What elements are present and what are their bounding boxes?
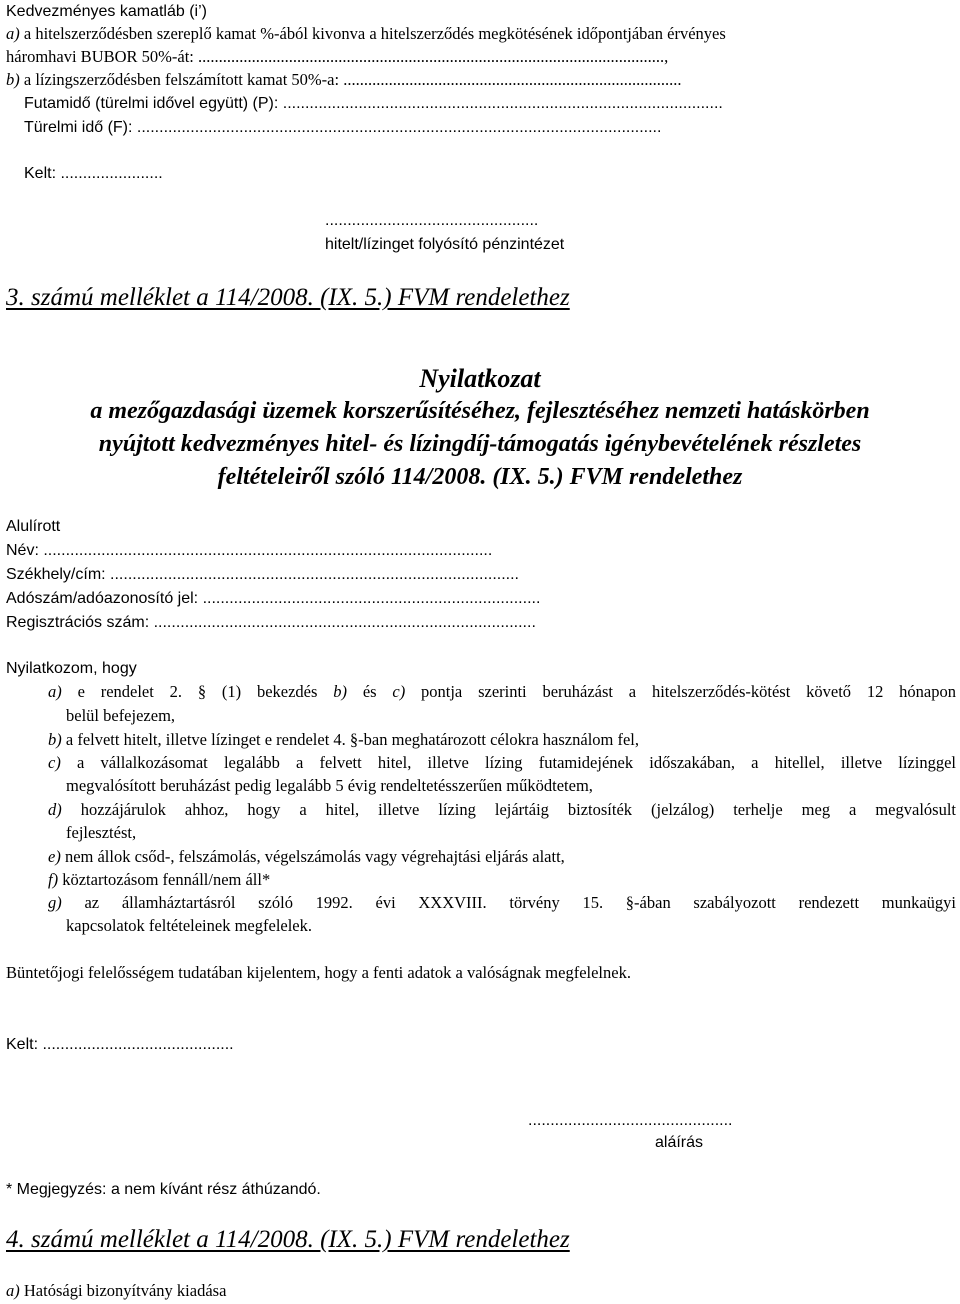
- signature-label: hitelt/lízinget folyósító pénzintézet: [325, 236, 565, 253]
- statement-c: [48, 754, 956, 773]
- registration-number-field: Regisztrációs szám: ......................................................................................: [6, 614, 536, 631]
- name-field: Név: .....................................................................................................: [6, 542, 493, 559]
- item-label: a): [48, 682, 62, 701]
- statement-c-cont: megvalósított beruházást pedig legalább 5 évig rendeltetésszerűen működtetem,: [66, 776, 593, 795]
- item-label: e): [48, 847, 61, 866]
- item-label: b): [6, 70, 20, 89]
- item-label: a): [6, 24, 20, 43]
- statement-f: [48, 871, 270, 890]
- maturity-line: Futamidő (türelmi idővel együtt) (P): ...................................................................................................: [24, 95, 723, 112]
- item-label: f): [48, 870, 59, 889]
- statement-a: [48, 683, 956, 702]
- item-label: g): [48, 893, 62, 912]
- signature-label-2: aláírás: [655, 1134, 704, 1151]
- declaration-subtitle-2: nyújtott kedvezményes hitel- és lízingdíj-támogatás igénybevételének részletes: [98, 431, 862, 457]
- item-text: a vállalkozásomat legalább a felvett hitel, illetve lízing futamidejének időszakában, a hitellel, illetve lízinggel: [60, 753, 956, 772]
- declaration-subtitle-3: feltételeiről szóló 114/2008. (IX. 5.) FVM rendelethez: [217, 464, 743, 490]
- signature-dots: ................................................: [325, 212, 539, 229]
- discount-rate-line-a: [6, 25, 726, 44]
- item-ref: b): [333, 682, 347, 701]
- date-line-2: Kelt: ...........................................: [6, 1036, 234, 1053]
- discount-rate-label: Kedvezményes kamatláb (i’): [6, 3, 207, 20]
- item-text: pontja szerinti beruházást a hitelszerződés-kötést követő 12 hónapon: [405, 682, 956, 701]
- item-text: nem állok csőd-, felszámolás, végelszámolás vagy végrehajtási eljárás alatt,: [60, 847, 565, 866]
- annex-4-item-a: [6, 1282, 226, 1301]
- statement-e: [48, 848, 565, 867]
- annex-3-heading: 3. számú melléklet a 114/2008. (IX. 5.) FVM rendelethez: [6, 284, 570, 311]
- item-ref: c): [392, 682, 406, 701]
- annex-4-heading: 4. számú melléklet a 114/2008. (IX. 5.) FVM rendelethez: [6, 1226, 570, 1253]
- statement-d: [48, 801, 956, 820]
- statements-intro: Nyilatkozom, hogy: [6, 660, 137, 677]
- footnote: * Megjegyzés: a nem kívánt rész áthúzandó.: [6, 1181, 321, 1198]
- criminal-liability-statement: Büntetőjogi felelősségem tudatában kijelentem, hogy a fenti adatok a valóságnak megfelelnek.: [6, 963, 631, 982]
- item-text: a felvett hitelt, illetve lízinget e rendelet 4. §-ban meghatározott célokra használom fel,: [61, 730, 640, 749]
- statement-b: [48, 731, 639, 750]
- item-text: a lízingszerződésben felszámított kamat 50%-a: ..................................................................................: [19, 70, 682, 89]
- item-text: köztartozásom fennáll/nem áll*: [58, 870, 271, 889]
- item-text: az államháztartásról szóló 1992. évi XXXVIII. törvény 15. §-ában szabályozott rendezett munkaügyi: [61, 893, 956, 912]
- declaration-title: Nyilatkozat: [419, 364, 541, 393]
- statement-g: [48, 894, 956, 913]
- date-line: Kelt: .......................: [24, 165, 163, 182]
- undersigned-label: Alulírott: [6, 518, 61, 535]
- declaration-subtitle-1: a mezőgazdasági üzemek korszerűsítéséhez, fejlesztéséhez nemzeti hatáskörben: [90, 398, 870, 424]
- signature-dots-2: ..............................................: [528, 1112, 733, 1129]
- item-text: hozzájárulok ahhoz, hogy a hitel, illetve lízing lejártáig biztosíték (jelzálog) terhelje meg a megvalósult: [61, 800, 956, 819]
- discount-rate-line-b: [6, 71, 681, 90]
- statement-a-cont: belül befejezem,: [66, 706, 176, 725]
- item-label: a): [6, 1281, 20, 1300]
- tax-id-field: Adószám/adóazonosító jel: ............................................................................: [6, 590, 541, 607]
- address-field: Székhely/cím: ............................................................................................: [6, 566, 519, 583]
- item-label: d): [48, 800, 62, 819]
- item-text: e rendelet 2. § (1) bekezdés: [61, 682, 334, 701]
- statement-d-cont: fejlesztést,: [66, 823, 137, 842]
- item-label: b): [48, 730, 62, 749]
- item-label: c): [48, 753, 61, 772]
- statement-g-cont: kapcsolatok feltételeinek megfelelek.: [66, 916, 313, 935]
- discount-rate-line-a-cont: háromhavi BUBOR 50%-át: .................................................................................................................,: [6, 47, 669, 66]
- item-text: és: [347, 682, 393, 701]
- grace-period-line: Türelmi idő (F): ......................................................................................................................: [24, 119, 662, 136]
- item-text: a hitelszerződésben szereplő kamat %-ából kivonva a hitelszerződés megkötésének időpontjában érvényes: [19, 24, 726, 43]
- item-text: Hatósági bizonyítvány kiadása: [19, 1281, 227, 1300]
